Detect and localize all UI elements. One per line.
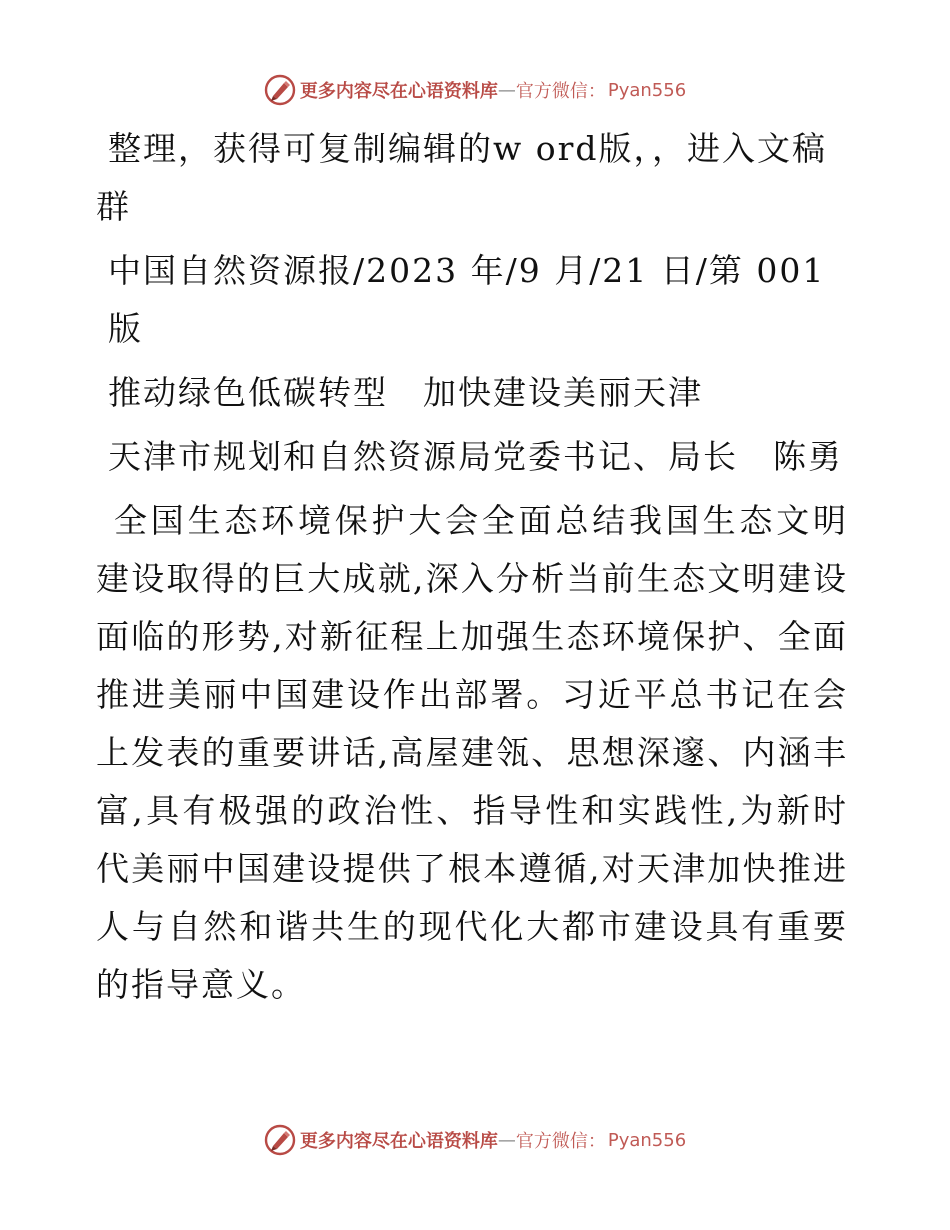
article-headline: 推动绿色低碳转型 加快建设美丽天津: [108, 373, 703, 412]
banner-text: 更多内容尽在心语资料库: [299, 81, 498, 102]
article-body-text: 全国生态环境保护大会全面总结我国生态文明建设取得的巨大成就,深入分析当前生态文明建设面临的形势,对新征程上加强生态环境保护、全面推进美丽中国建设作出部署。习近平总书记在会上发表的重要讲话,高屋建瓴、思想深邃、内涵丰富,具有极强的政治性、指导性和实践性,为新时代美丽中国建设提供了根本遵循,对天津加快推进人与自然和谐共生的现代化大都市建设具有重要的指导意义。: [96, 501, 848, 1004]
banner-separator: —: [497, 1129, 516, 1151]
banner-wechat-id: Pyan556: [607, 1129, 687, 1151]
banner-separator: —: [497, 79, 516, 101]
banner-wechat-label: 官方微信：: [515, 81, 606, 102]
banner-wechat-id: Pyan556: [607, 79, 687, 101]
footer-watermark-banner: [0, 1120, 950, 1160]
article-byline: 天津市规划和自然资源局党委书记、局长 陈勇: [108, 437, 843, 476]
document-body: [96, 120, 856, 1014]
pen-logo-icon: [264, 1124, 296, 1156]
header-watermark-banner: [0, 70, 950, 110]
intro-line-continued: 群: [96, 187, 131, 226]
banner-text: 更多内容尽在心语资料库: [299, 1131, 498, 1152]
article-body-paragraph: [96, 492, 848, 1014]
intro-line: 整理，获得可复制编辑的w ord版，，进入文稿: [108, 129, 828, 168]
pen-logo-icon: [264, 74, 296, 106]
banner-wechat-label: 官方微信：: [515, 1131, 606, 1152]
source-line: 中国自然资源报/2023 年/9 月/21 日/第 001 版: [108, 251, 838, 348]
